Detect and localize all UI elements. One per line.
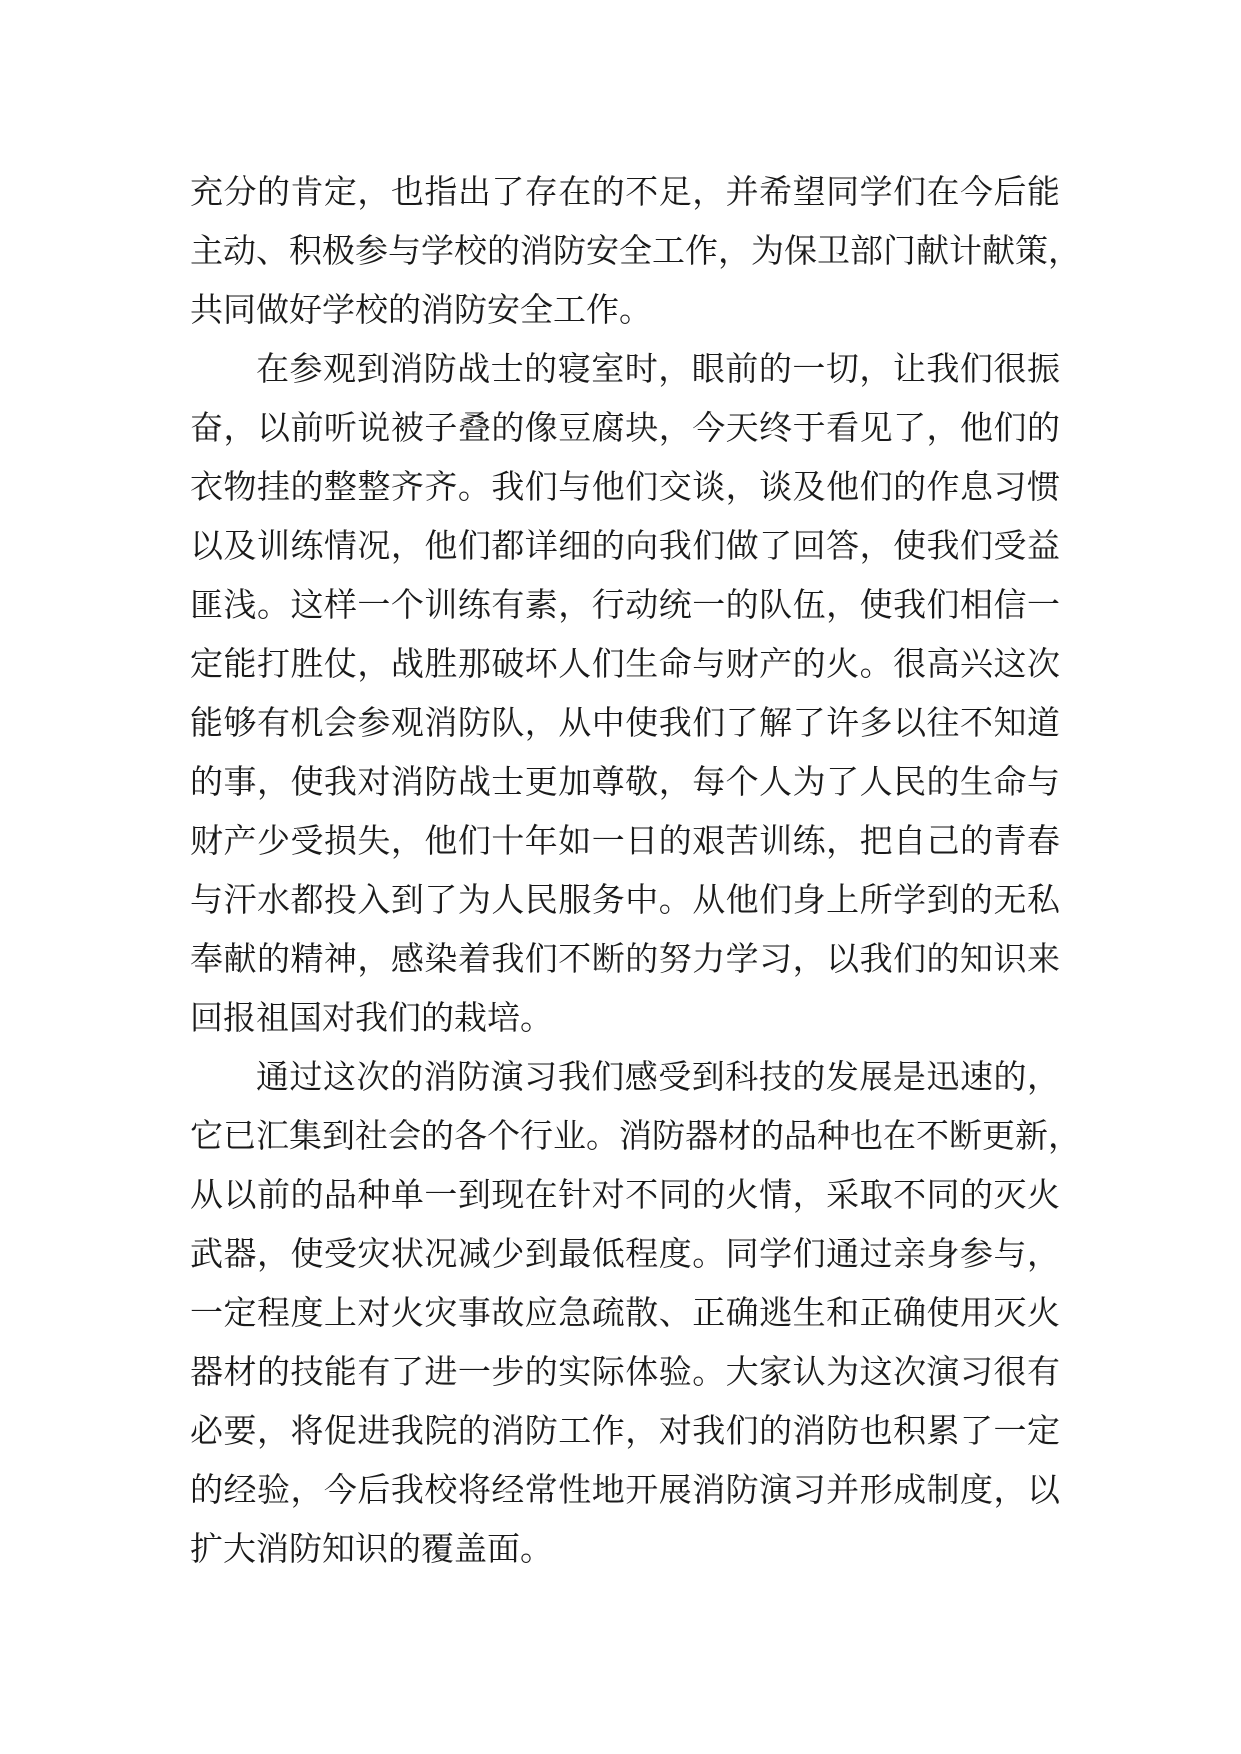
text-line: 器材的技能有了进一步的实际体验。大家认为这次演习很有 — [190, 1352, 1060, 1391]
text-line: 的事，使我对消防战士更加尊敬，每个人为了人民的生命与 — [190, 762, 1060, 801]
text-line: 能够有机会参观消防队，从中使我们了解了许多以往不知道 — [190, 703, 1060, 742]
text-line: 匪浅。这样一个训练有素，行动统一的队伍，使我们相信一 — [190, 585, 1060, 624]
text-line: 在参观到消防战士的寝室时，眼前的一切，让我们很振 — [256, 349, 1060, 388]
text-line: 奋，以前听说被子叠的像豆腐块，今天终于看见了，他们的 — [190, 408, 1060, 447]
paragraph-2 — [190, 339, 1060, 1047]
text-line: 必要，将促进我院的消防工作，对我们的消防也积累了一定 — [190, 1411, 1060, 1450]
text-line: 从以前的品种单一到现在针对不同的火情，采取不同的灭火 — [190, 1175, 1060, 1214]
text-line: 奉献的精神，感染着我们不断的努力学习，以我们的知识来 — [190, 939, 1060, 978]
text-line: 扩大消防知识的覆盖面。 — [190, 1529, 553, 1568]
text-line: 回报祖国对我们的栽培。 — [190, 998, 553, 1037]
text-line: 与汗水都投入到了为人民服务中。从他们身上所学到的无私 — [190, 880, 1060, 919]
body-text — [190, 162, 1081, 1578]
text-line: 充分的肯定，也指出了存在的不足，并希望同学们在今后能 — [190, 172, 1060, 211]
text-line: 财产少受损失，他们十年如一日的艰苦训练，把自己的青春 — [190, 821, 1060, 860]
text-line: 它已汇集到社会的各个行业。消防器材的品种也在不断更新， — [190, 1116, 1081, 1155]
text-line: 的经验，今后我校将经常性地开展消防演习并形成制度，以 — [190, 1470, 1060, 1509]
text-line: 以及训练情况，他们都详细的向我们做了回答，使我们受益 — [190, 526, 1060, 565]
paragraph-1 — [190, 162, 1081, 339]
text-line: 通过这次的消防演习我们感受到科技的发展是迅速的， — [256, 1057, 1060, 1096]
text-line: 衣物挂的整整齐齐。我们与他们交谈，谈及他们的作息习惯 — [190, 467, 1060, 506]
text-line: 一定程度上对火灾事故应急疏散、正确逃生和正确使用灭火 — [190, 1293, 1060, 1332]
text-line: 武器，使受灾状况减少到最低程度。同学们通过亲身参与， — [190, 1234, 1060, 1273]
text-line: 主动、积极参与学校的消防安全工作，为保卫部门献计献策， — [190, 231, 1081, 270]
text-line: 共同做好学校的消防安全工作。 — [190, 290, 652, 329]
paragraph-3 — [190, 1047, 1081, 1578]
text-line: 定能打胜仗，战胜那破坏人们生命与财产的火。很高兴这次 — [190, 644, 1060, 683]
